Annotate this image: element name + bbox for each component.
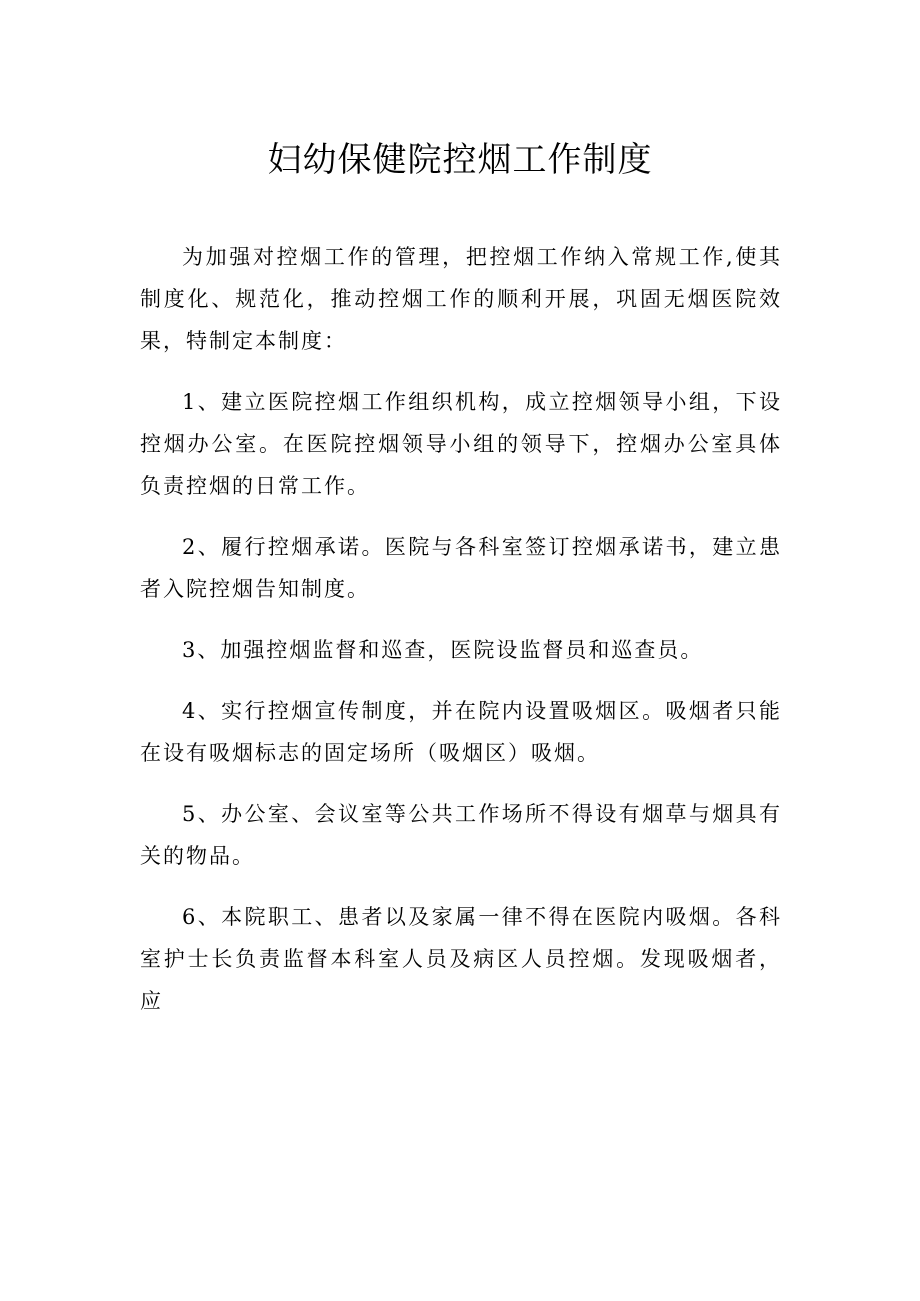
intro-paragraph: 为加强对控烟工作的管理，把控烟工作纳入常规工作,使其制度化、规范化，推动控烟工作的顺利开展，巩固无烟医院效果，特制定本制度： bbox=[140, 245, 782, 353]
rule-paragraph-4: 4、实行控烟宣传制度，并在院内设置吸烟区。吸烟者只能在设有吸烟标志的固定场所（吸烟区）吸烟。 bbox=[140, 699, 782, 765]
rule-paragraph-2: 2、履行控烟承诺。医院与各科室签订控烟承诺书，建立患者入院控烟告知制度。 bbox=[140, 535, 782, 601]
rule-paragraph-5: 5、办公室、会议室等公共工作场所不得设有烟草与烟具有关的物品。 bbox=[140, 802, 782, 868]
document-body bbox=[140, 236, 782, 1041]
rule-paragraph-1: 1、建立医院控烟工作组织机构，成立控烟领导小组，下设控烟办公室。在医院控烟领导小组的领导下，控烟办公室具体负责控烟的日常工作。 bbox=[140, 390, 782, 498]
rule-paragraph-6: 6、本院职工、患者以及家属一律不得在医院内吸烟。各科室护士长负责监督本科室人员及病区人员控烟。发现吸烟者，应 bbox=[140, 905, 782, 1013]
rule-paragraph-3: 3、加强控烟监督和巡查，医院设监督员和巡查员。 bbox=[182, 638, 704, 662]
document-title: 妇幼保健院控烟工作制度 bbox=[267, 140, 653, 180]
